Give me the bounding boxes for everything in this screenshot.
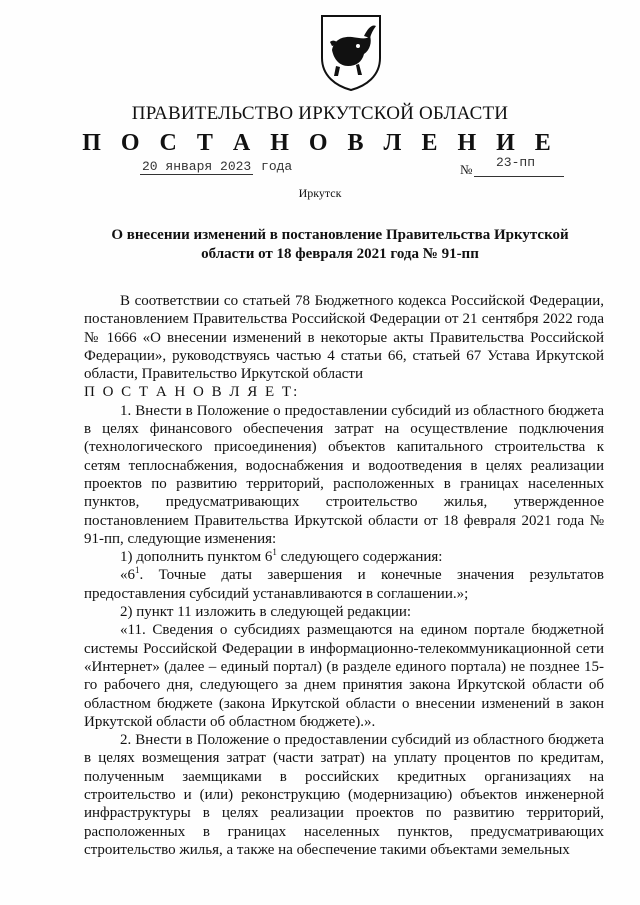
document-number: 23-пп [496, 155, 536, 170]
item-1-1-text-post: следующего содержания: [276, 549, 443, 566]
government-name: ПРАВИТЕЛЬСТВО ИРКУТСКОЙ ОБЛАСТИ [131, 103, 509, 124]
item-1-2-paragraph: 2) пункт 11 изложить в следующей редакции: [120, 604, 412, 621]
number-underline [474, 176, 564, 177]
quote-2-paragraph: «11. Сведения о субсидиях размещаются на едином портале бюджетной системы Российской Федерации в информационно-телекоммуникационной сети «Интернет» (далее – единый портал) (в разделе единого портала) не позднее 15-го рабочего дня, следующего за днем принятия закона Иркутской области об областном бюджете (закона Иркутской области о внесении изменений в закон Иркутской области об областном бюджете).». [84, 622, 604, 730]
preamble-paragraph: В соответствии со статьей 78 Бюджетного кодекса Российской Федерации, постановлением Правительства Российской Федерации от 21 сентября 2022 года № 1666 «О внесении изменений в некоторые акты Правительства Российской Федерации», руководствуясь частью 4 статьи 66, статьей 67 Устава Иркутской области, Правительство Иркутской области [84, 293, 604, 383]
city-name: Иркутск [298, 186, 342, 200]
item-1-1-sup: 1 [272, 547, 277, 558]
item-1-1-text-pre: 1) дополнить пунктом 6 [120, 549, 273, 566]
irkutsk-coat-of-arms-icon [318, 12, 384, 92]
subject-line-2: области от 18 февраля 2021 года № 91-пп [201, 246, 479, 262]
item-1-1-paragraph [84, 548, 604, 566]
item-1-paragraph: 1. Внести в Положение о предоставлении субсидий из областного бюджета в целях финансового обеспечения затрат на осуществление подключения (технологического присоединения) объектов капитального строительства к сетям теплоснабжения, водоснабжения и водоотведения в целях реализации проектов по развитию территорий, расположенных в границах населенных пунктов, предусматривающих строительство жилья, утвержденное постановлением Правительства Иркутской области от 18 февраля 2021 года № 91-пп, следующие изменения: [84, 402, 604, 547]
quote-1-text-pre: «6 [120, 567, 135, 584]
quote-1-paragraph [84, 566, 604, 603]
number-sign: № [460, 162, 473, 177]
document-type-title: П О С Т А Н О В Л Е Н И Е [82, 130, 558, 156]
subject-line-1: О внесении изменений в постановление Правительства Иркутской [111, 227, 569, 243]
item-2-paragraph: 2. Внести в Положение о предоставлении субсидий из областного бюджета в целях возмещения затрат (части затрат) на уплату процентов по кредитам, полученным заемщиками в российских кредитных организациях на строительство и (или) реконструкцию (модернизацию) объектов инженерной инфраструктуры в целях реализации проектов по развитию территорий, расположенных в границах населенных пунктов, предусматривающих строительство жилья, а также на обеспечение такими объектами земельных [84, 732, 604, 858]
date-value: 20 января 2023 [142, 159, 252, 174]
quote-1-sup: 1 [135, 565, 140, 576]
document-date [140, 159, 292, 174]
document-subject [90, 226, 590, 264]
document-body [84, 292, 604, 859]
decree-word: П О С Т А Н О В Л Я Е Т: [84, 384, 300, 401]
quote-1-text-post: . Точные даты завершения и конечные значения результатов предоставления субсидий устанавливаются в соглашении.»; [84, 567, 604, 602]
date-suffix: года [261, 159, 293, 174]
